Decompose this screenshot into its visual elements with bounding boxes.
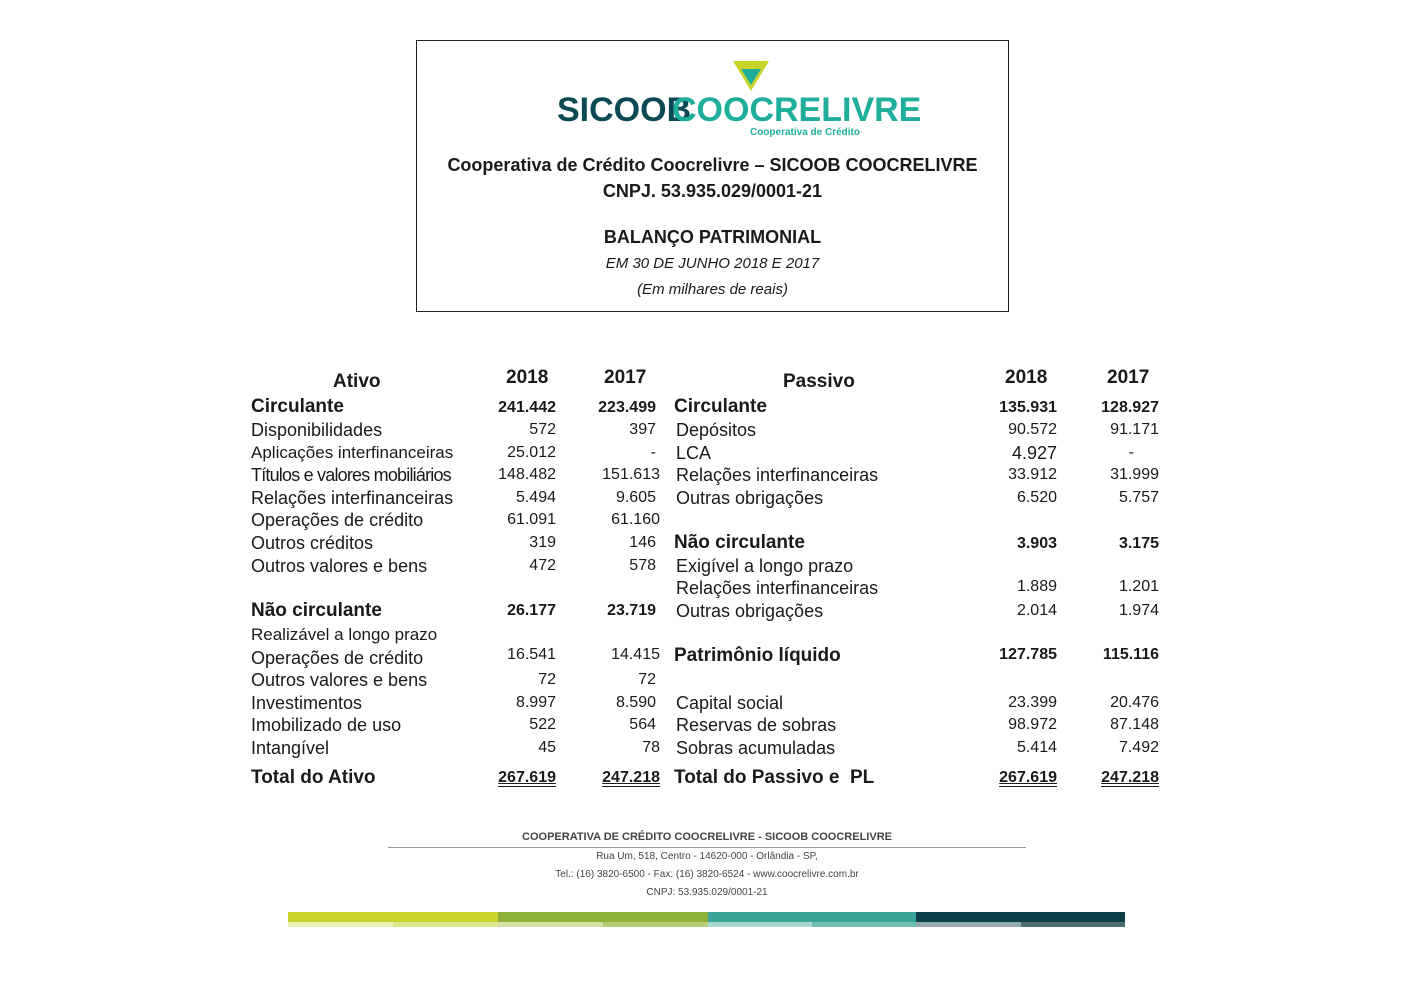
- ativo-item-2017: 14.415: [611, 646, 660, 663]
- passivo-year-2017: 2017: [1107, 367, 1150, 388]
- passivo-item-2017: 5.757: [1118, 489, 1159, 506]
- ativo-item-2017: 578: [629, 557, 656, 574]
- ativo-item-2017: -: [650, 444, 656, 461]
- passivo-item-2017: 1.974: [1118, 602, 1159, 619]
- ativo-total-label: Total do Ativo: [251, 767, 376, 788]
- passivo-patrimonio-label: Patrimônio líquido: [674, 645, 841, 666]
- ativo-realizavel-label: Realizável a longo prazo: [251, 625, 438, 644]
- ativo-item-2018: 61.091: [507, 511, 556, 528]
- footer-address: Rua Um, 518, Centro - 14620-000 - Orlândia - SP,: [596, 851, 818, 862]
- ativo-item-2017: 9.605: [615, 489, 656, 506]
- ativo-item-label: Investimentos: [251, 693, 363, 713]
- passivo-heading: Passivo: [783, 371, 855, 392]
- ativo-item-label: Relações interfinanceiras: [251, 488, 454, 508]
- ativo-item-label: Disponibilidades: [251, 420, 383, 440]
- ativo-item-2017: 146: [629, 534, 656, 551]
- ativo-item-2018: 5.494: [515, 489, 556, 506]
- ativo-item-label: Operações de crédito: [251, 510, 424, 530]
- ativo-item-2018: 25.012: [507, 444, 556, 461]
- passivo-total-label: Total do Passivo e PL: [674, 767, 875, 788]
- stripe-segment-light: [708, 922, 812, 927]
- ativo-item-2018: 319: [529, 534, 556, 551]
- ativo-item-2018: 45: [538, 739, 556, 756]
- ativo-item-2018: 16.541: [507, 646, 556, 663]
- logo-tagline: Cooperativa de Crédito: [749, 127, 860, 138]
- passivo-item-2018: 1.889: [1016, 578, 1057, 595]
- ativo-item-label: Outros valores e bens: [251, 670, 428, 690]
- sicoob-logo: [557, 59, 922, 138]
- ativo-item-label: Intangível: [251, 738, 330, 758]
- ativo-circulante-2018: 241.442: [498, 399, 556, 416]
- passivo-item-label: Sobras acumuladas: [676, 738, 836, 758]
- passivo-exigivel-label: Exigível a longo prazo: [676, 556, 854, 576]
- header-box: [416, 40, 1009, 312]
- ativo-year-2017: 2017: [604, 367, 647, 388]
- passivo-item-2017: 91.171: [1110, 421, 1159, 438]
- ativo-item-2017: 397: [629, 421, 656, 438]
- ativo-item-2017: 72: [638, 671, 656, 688]
- passivo-item-label: Outras obrigações: [676, 488, 824, 508]
- stripe-segment: [708, 912, 916, 922]
- report-title: BALANÇO PATRIMONIAL: [603, 227, 822, 247]
- stripe-segment: [288, 912, 498, 922]
- passivo-nao-circulante-2018: 3.903: [1016, 535, 1057, 552]
- ativo-item-2018: 522: [529, 716, 556, 733]
- stripe-segment-light: [498, 922, 603, 927]
- passivo-patrimonio-2018: 127.785: [999, 646, 1057, 663]
- passivo-item-label: LCA: [676, 443, 712, 463]
- passivo-circulante-2018: 135.931: [999, 399, 1057, 416]
- passivo-item-label: Reservas de sobras: [676, 715, 837, 735]
- passivo-item-2018: 4.927: [1011, 443, 1057, 463]
- passivo-year-2018: 2018: [1005, 367, 1048, 388]
- passivo-item-2018: 98.972: [1008, 716, 1057, 733]
- passivo-item-2017: 20.476: [1110, 694, 1159, 711]
- report-unit: (Em milhares de reais): [637, 281, 788, 298]
- stripe-segment: [498, 912, 708, 922]
- ativo-circulante-label: Circulante: [251, 396, 344, 417]
- passivo-item-2018: 6.520: [1016, 489, 1057, 506]
- company-name: Cooperativa de Crédito Coocrelivre – SICOOB COOCRELIVRE: [447, 155, 978, 175]
- passivo-item-label: Depósitos: [676, 420, 757, 440]
- ativo-total-2017: 247.218: [602, 769, 660, 786]
- passivo-item-2017: 31.999: [1110, 466, 1159, 483]
- ativo-item-label: Outros créditos: [251, 533, 374, 553]
- ativo-item-2017: 61.160: [611, 511, 660, 528]
- stripe-segment-light: [603, 922, 708, 927]
- ativo-item-label: Aplicações interfinanceiras: [251, 443, 454, 462]
- stripe-segment-light: [916, 922, 1021, 927]
- passivo-item-2018: 90.572: [1008, 421, 1057, 438]
- ativo-item-2017: 151.613: [602, 466, 660, 483]
- ativo-item-2018: 572: [529, 421, 556, 438]
- footer-divider: [388, 847, 1026, 848]
- passivo-circulante-label: Circulante: [674, 396, 767, 417]
- passivo-nao-circulante-label: Não circulante: [674, 532, 805, 553]
- passivo-item-label: Outras obrigações: [676, 601, 824, 621]
- ativo-item-2018: 148.482: [498, 466, 556, 483]
- ativo-item-label: Imobilizado de uso: [251, 715, 402, 735]
- stripe-segment: [916, 912, 1125, 922]
- ativo-circulante-2017: 223.499: [598, 399, 656, 416]
- passivo-item-2017: 87.148: [1110, 716, 1159, 733]
- passivo-item-2018: 5.414: [1016, 739, 1057, 756]
- ativo-item-2017: 564: [629, 716, 656, 733]
- ativo-item-2017: 8.590: [615, 694, 656, 711]
- ativo-total-2018: 267.619: [498, 769, 556, 786]
- company-cnpj: CNPJ. 53.935.029/0001-21: [602, 181, 823, 201]
- ativo-item-2017: 78: [642, 739, 660, 756]
- passivo-item-2017: 1.201: [1118, 578, 1159, 595]
- ativo-item-2018: 472: [529, 557, 556, 574]
- report-period: EM 30 DE JUNHO 2018 E 2017: [605, 255, 820, 272]
- footer-contact: Tel.: (16) 3820-6500 - Fax: (16) 3820-6524 - www.coocrelivre.com.br: [555, 869, 859, 880]
- ativo-nao-circulante-2017: 23.719: [607, 602, 656, 619]
- ativo-item-2018: 8.997: [515, 694, 556, 711]
- footer-company: COOPERATIVA DE CRÉDITO COOCRELIVRE - SICOOB COOCRELIVRE: [522, 831, 892, 843]
- passivo-item-2018: 33.912: [1008, 466, 1057, 483]
- passivo-item-2018: 2.014: [1016, 602, 1057, 619]
- ativo-item-label: Títulos e valores mobiliários: [251, 465, 451, 485]
- ativo-item-label: Operações de crédito: [251, 648, 424, 668]
- ativo-heading: Ativo: [333, 371, 381, 392]
- stripe-segment-light: [393, 922, 498, 927]
- passivo-total-2017: 247.218: [1101, 769, 1159, 786]
- footer-cnpj: CNPJ: 53.935.029/0001-21: [646, 887, 768, 898]
- stripe-segment-light: [288, 922, 393, 927]
- logo-brand-sicoob: SICOOB: [557, 91, 692, 129]
- stripe-segment-light: [812, 922, 916, 927]
- passivo-item-label: Relações interfinanceiras: [676, 465, 879, 485]
- passivo-item-2018: 23.399: [1008, 694, 1057, 711]
- passivo-circulante-2017: 128.927: [1101, 399, 1159, 416]
- passivo-patrimonio-2017: 115.116: [1102, 646, 1159, 663]
- ativo-year-2018: 2018: [506, 367, 549, 388]
- passivo-total-2018: 267.619: [999, 769, 1057, 786]
- ativo-item-2018: 72: [538, 671, 556, 688]
- passivo-item-label: Relações interfinanceiras: [676, 578, 879, 598]
- ativo-nao-circulante-2018: 26.177: [507, 602, 556, 619]
- passivo-item-label: Capital social: [676, 693, 784, 713]
- ativo-item-label: Outros valores e bens: [251, 556, 428, 576]
- stripe-segment-light: [1021, 922, 1125, 927]
- passivo-item-2017: 7.492: [1118, 739, 1159, 756]
- ativo-nao-circulante-label: Não circulante: [251, 600, 382, 621]
- passivo-item-2017: -: [1128, 444, 1134, 461]
- logo-brand-coocrelivre: COOCRELIVRE: [672, 91, 922, 129]
- passivo-nao-circulante-2017: 3.175: [1118, 535, 1159, 552]
